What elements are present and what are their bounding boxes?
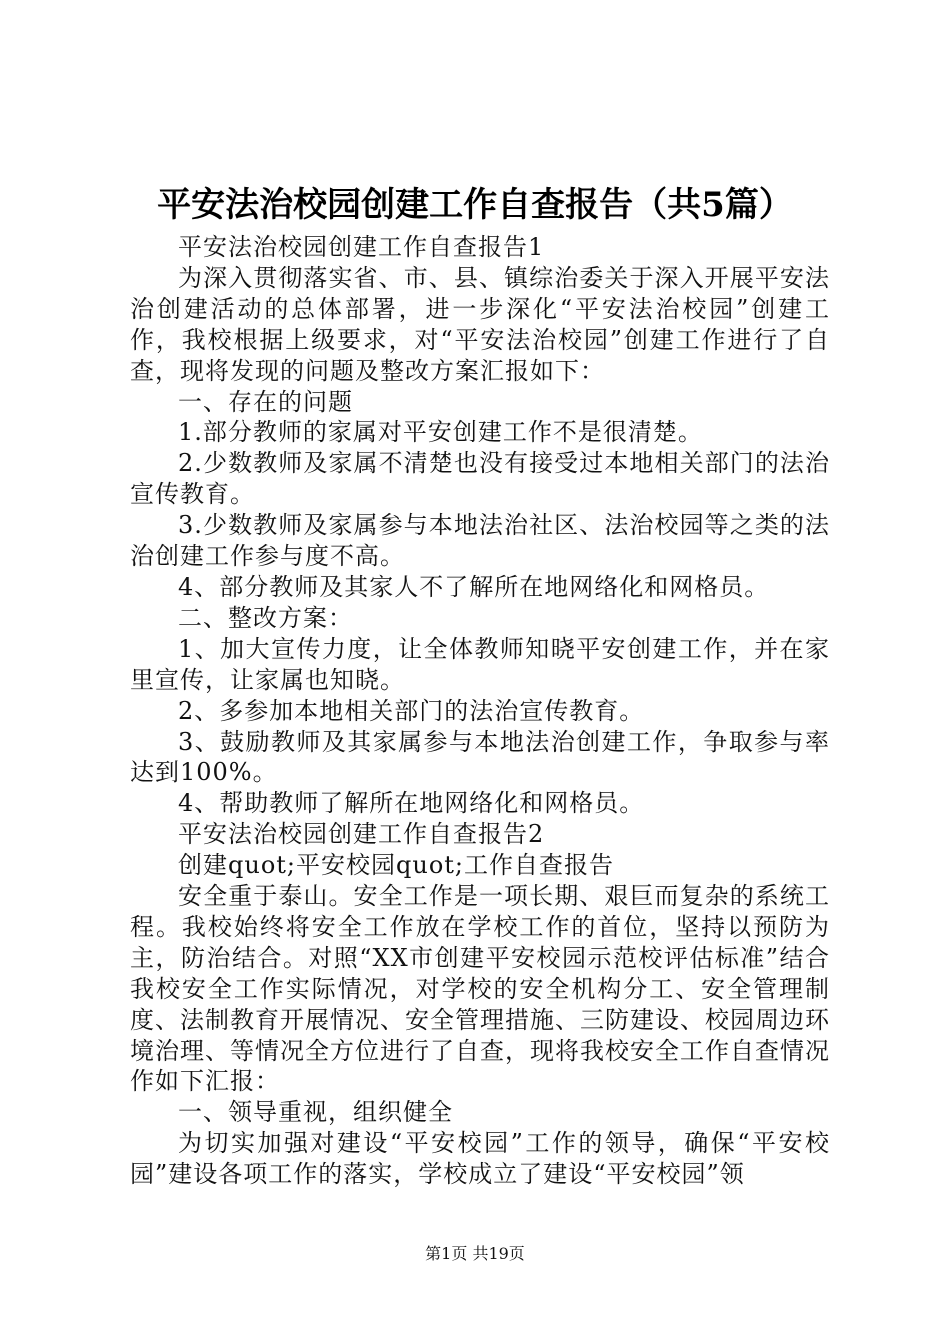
paragraph: 1、加大宣传力度，让全体教师知晓平安创建工作，并在家里宣传，让家属也知晓。 [130,634,830,694]
page-footer: 第1页 共19页 [425,1244,525,1263]
paragraph: 平安法治校园创建工作自查报告1 [178,233,545,261]
paragraph: 平安法治校园创建工作自查报告2 [178,820,545,849]
paragraph: 3.少数教师及家属参与本地法治社区、法治校园等之类的法治创建工作参与度不高。 [130,511,830,571]
document-title: 平安法治校园创建工作自查报告（共5篇） [157,185,793,225]
paragraph: 3、鼓励教师及其家属参与本地法治创建工作，争取参与率达到100%。 [130,727,830,787]
paragraph: 1.部分教师的家属对平安创建工作不是很清楚。 [178,418,703,447]
paragraph: 2、多参加本地相关部门的法治宣传教育。 [178,696,645,725]
paragraph: 为切实加强对建设“平安校园”工作的领导，确保“平安校园”建设各项工作的落实，学校成立了建设“平安校园”领 [130,1129,830,1189]
paragraph: 一、存在的问题 [178,387,353,416]
paragraph: 4、部分教师及其家人不了解所在地网络化和网格员。 [178,572,770,601]
paragraph: 为深入贯彻落实省、市、县、镇综治委关于深入开展平安法治创建活动的总体部署，进一步深化“平安法治校园”创建工作，我校根据上级要求，对“平安法治校园”创建工作进行了自查，现将发现的问题及整改方案汇报如下： [130,263,830,385]
paragraph: 安全重于泰山。安全工作是一项长期、艰巨而复杂的系统工程。我校始终将安全工作放在学校工作的首位，坚持以预防为主，防治结合。对照“XX市创建平安校园示范校评估标准”结合我校安全工作实际情况，对学校的安全机构分工、安全管理制度、法制教育开展情况、安全管理措施、三防建设、校园周边环境治理、等情况全方位进行了自查，现将我校安全工作自查情况作如下汇报： [130,882,830,1096]
paragraph: 一、领导重视，组织健全 [178,1098,453,1127]
paragraph: 创建quot;平安校园quot;工作自查报告 [178,851,614,880]
paragraph: 4、帮助教师了解所在地网络化和网格员。 [178,789,645,818]
paragraph: 二、整改方案： [178,603,353,632]
paragraph: 2.少数教师及家属不清楚也没有接受过本地相关部门的法治宣传教育。 [130,449,830,509]
document-body [130,232,830,1190]
